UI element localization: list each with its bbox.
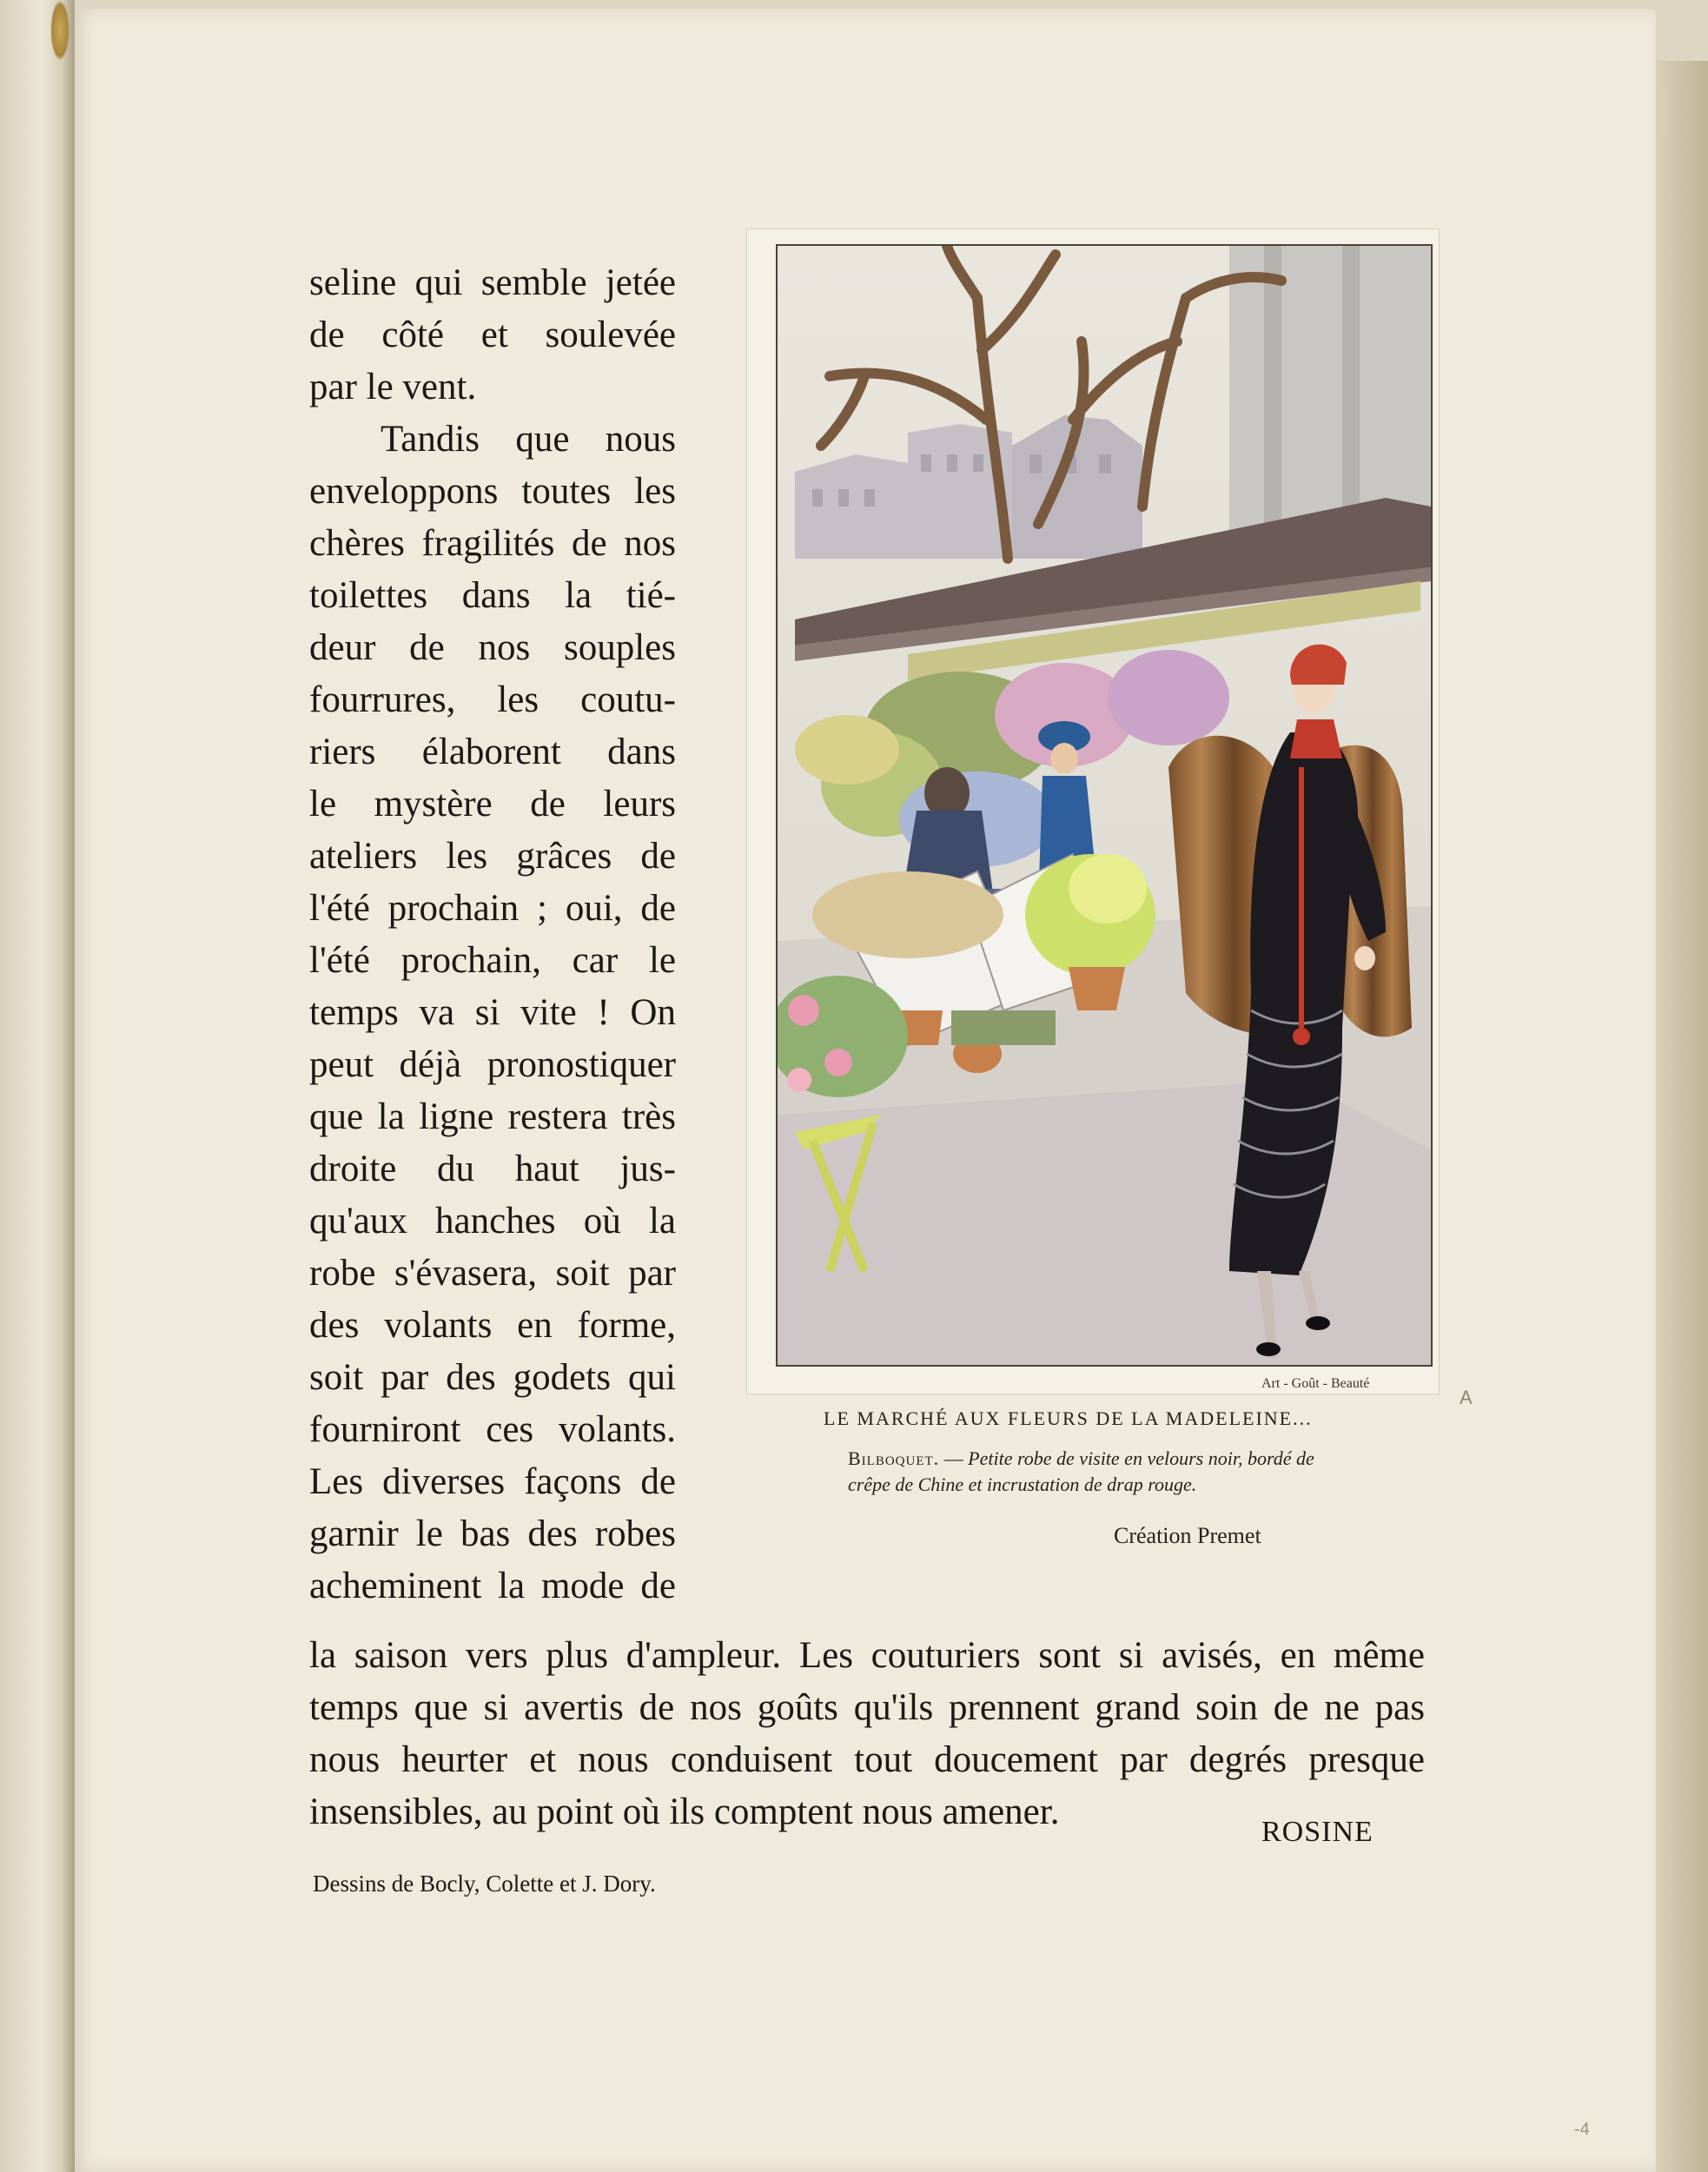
text-line: ateliers les grâces de [309, 836, 676, 877]
text-line: fourniront ces volants. [309, 1409, 676, 1450]
text-line: insensibles, au point où ils comptent nous amener. [309, 1791, 1060, 1832]
text-line: garnir le bas des robes [309, 1513, 676, 1554]
caption-dash: — [939, 1447, 969, 1469]
text-line: Les diverses façons de [309, 1461, 676, 1502]
text-line: acheminent la mode de [309, 1566, 676, 1606]
fashion-plate-illustration [776, 244, 1433, 1367]
text-line: la saison vers plus d'ampleur. Les couturiers sont si avisés, en même [309, 1635, 1425, 1676]
text-line: robe s'évasera, soit par [309, 1253, 676, 1294]
plate-description [848, 1446, 1334, 1498]
designer-credit: Création Premet [1114, 1523, 1261, 1548]
text-line: le mystère de leurs [309, 784, 676, 824]
plate-letter-mark: A [1460, 1387, 1473, 1408]
text-line: seline qui semble jetée [309, 262, 676, 303]
text-line: riers élaborent dans [309, 732, 676, 772]
text-line: temps que si avertis de nos goûts qu'ils prennent grand soin de ne pas [309, 1687, 1425, 1728]
previous-page-edge [0, 0, 75, 2172]
text-line: qu'aux hanches où la [309, 1201, 676, 1242]
text-line: soit par des godets qui [309, 1357, 676, 1398]
text-line: enveloppons toutes les [309, 471, 676, 512]
page-folio: -4 [1574, 2120, 1590, 2139]
illustration-credits: Dessins de Bocly, Colette et J. Dory. [313, 1871, 656, 1897]
text-line: toilettes dans la tié- [309, 575, 676, 616]
text-line: que la ligne restera très [309, 1096, 676, 1137]
text-line: fourrures, les coutu- [309, 679, 676, 720]
text-line: droite du haut jus- [309, 1149, 676, 1189]
plate-title: LE MARCHÉ AUX FLEURS DE LA MADELEINE... [824, 1407, 1313, 1429]
binding-thread [50, 0, 70, 61]
text-line: deur de nos souples [309, 627, 676, 668]
author-signature: ROSINE [1261, 1816, 1374, 1848]
text-line: l'été prochain ; oui, de [309, 888, 676, 929]
text-line: l'été prochain, car le [309, 940, 676, 981]
text-line: nous heurter et nous conduisent tout doucement par degrés presque [309, 1739, 1425, 1780]
text-line: des volants en forme, [309, 1305, 676, 1346]
text-line: de côté et soulevée [309, 315, 676, 355]
text-line: peut déjà pronostiquer [309, 1044, 676, 1085]
page-edge-stack [1655, 61, 1708, 2172]
text-line: chères fragilités de nos [309, 523, 676, 564]
model-description: Petite robe de visite en velours noir, bordé de crêpe de Chine et incrustation de drap rouge. [848, 1447, 1314, 1495]
text-line: Tandis que nous [381, 419, 676, 460]
plate-publisher-mark: Art - Goût - Beauté [1261, 1376, 1370, 1391]
model-name: Bilboquet. [848, 1447, 940, 1469]
text-line: par le vent. [309, 367, 477, 407]
text-line: temps va si vite ! On [309, 992, 676, 1033]
